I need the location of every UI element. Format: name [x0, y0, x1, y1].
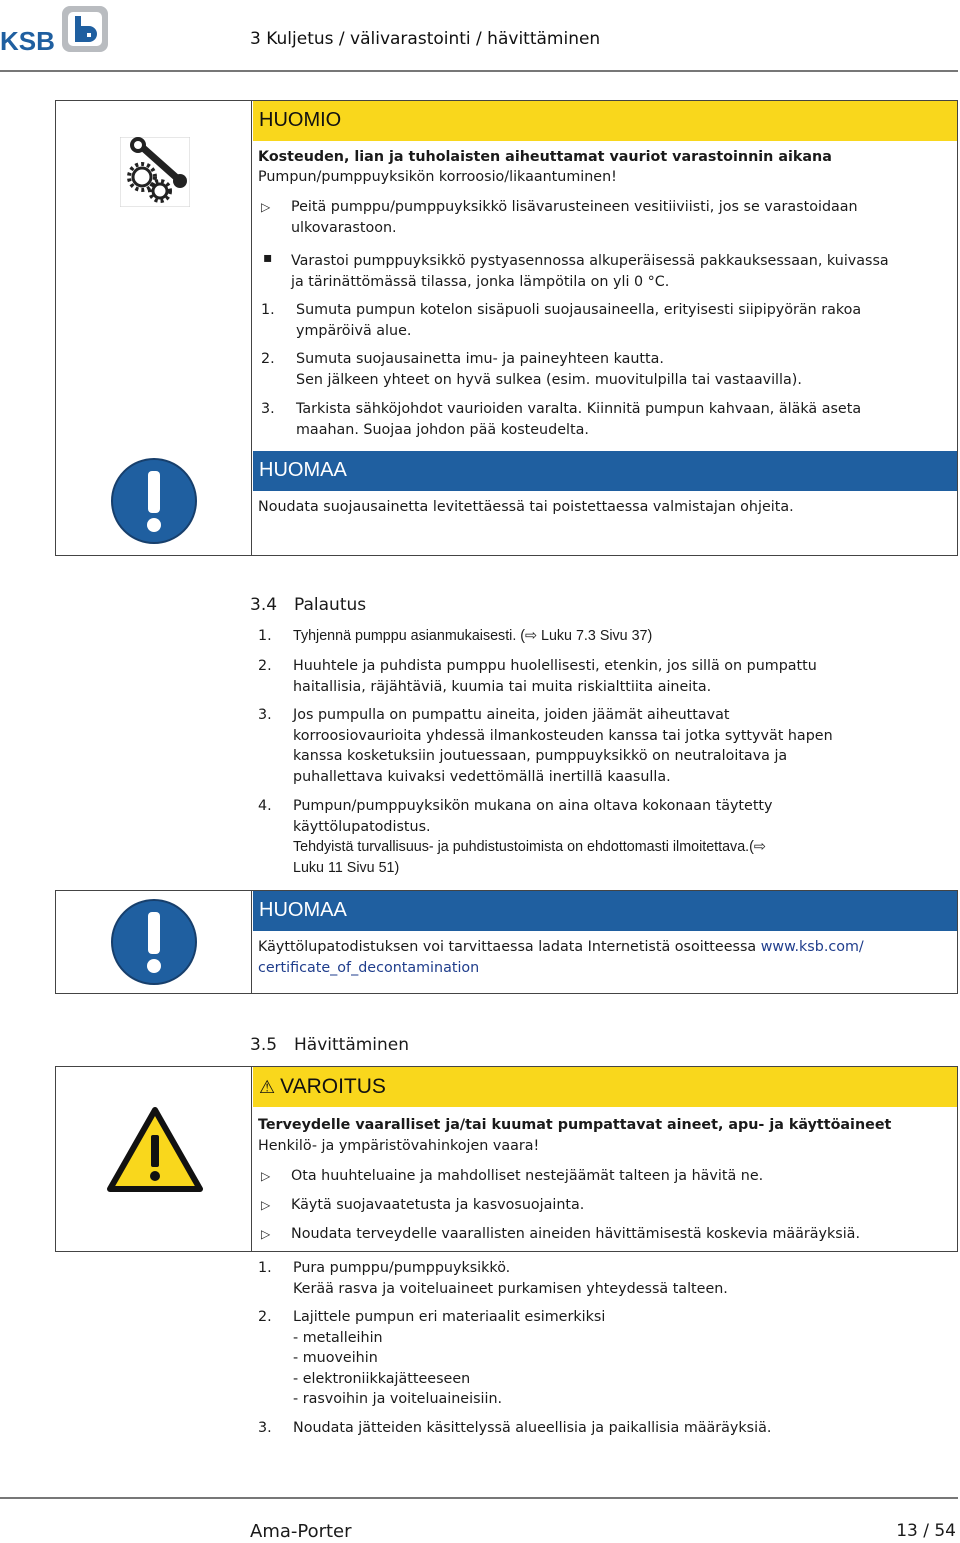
notice-text-body: Käyttölupatodistuksen voi tarvittaessa ladata Internetistä osoitteessa — [258, 939, 761, 955]
step-line: Noudata jätteiden käsittelyssä alueellisia ja paikallisia määräyksiä. — [293, 1420, 772, 1436]
footer-product-name: Ama-Porter — [250, 1521, 352, 1542]
warning-item-text: Noudata terveydelle vaarallisten aineiden hävittämisestä koskevia määräyksiä. — [291, 1226, 860, 1242]
section-number: 3.4 — [250, 595, 278, 615]
caution-arrow-line-2: ulkovarastoon. — [291, 219, 397, 236]
step-line: - rasvoihin ja voiteluaineisiin. — [293, 1391, 503, 1407]
warning-banner — [253, 1067, 957, 1107]
step-line: Tarkista sähköjohdot vaurioiden varalta. Kiinnitä pumpun kahvaan, äläkä aseta — [296, 401, 862, 417]
step-number: 1. — [258, 628, 272, 644]
exclamation-icon — [110, 898, 198, 986]
warning-item-text: Käytä suojavaatetusta ja kasvosuojainta. — [291, 1197, 585, 1213]
caution-heading: Kosteuden, lian ja tuholaisten aiheuttamat vauriot varastoinnin aikana — [258, 149, 832, 165]
warning-banner-label: VAROITUS — [280, 1075, 386, 1098]
warning-banner-icon: ⚠ — [259, 1077, 281, 1097]
warning-item-3 — [261, 1224, 953, 1245]
step-line[interactable]: Tyhjennä pumppu asianmukaisesti. (⇨ Luku 7.3 Sivu 37) — [293, 628, 653, 644]
step-line: ympäröivä alue. — [296, 322, 412, 339]
step-line: puhallettava kuivaksi vedettömällä inertillä kaasulla. — [293, 768, 671, 785]
arrow-marker-icon: ▷ — [261, 1198, 271, 1212]
ksb-logo — [0, 2, 115, 54]
icon-column — [56, 101, 252, 555]
step-line: haitallisia, räjähtäviä, kuumia tai muita riskialttiita aineita. — [293, 678, 712, 695]
caution-arrow-line-1: Peitä pumppu/pumppuyksikkö lisävarusteineen vesitiiviisti, jos se varastoidaan — [291, 199, 858, 215]
section-heading-3-5 — [250, 1035, 409, 1055]
step-number: 1. — [261, 302, 275, 318]
step-number: 2. — [258, 1309, 272, 1325]
return-notice-box — [55, 890, 958, 994]
wrench-gears-icon — [120, 137, 190, 207]
disposal-warning-content — [253, 1067, 957, 1251]
step-line: korroosiovaurioita yhdessä ilmankosteuden kanssa tai jotka syttyvät hapen — [293, 727, 833, 744]
decontamination-link[interactable]: certificate_of_decontamination — [258, 959, 480, 976]
arrow-marker-icon: ▷ — [261, 1169, 271, 1183]
icon-column — [56, 1067, 252, 1251]
warning-heading: Terveydelle vaaralliset ja/tai kuumat pumpattavat aineet, apu- ja käyttöaineet — [258, 1117, 892, 1133]
icon-column — [56, 891, 252, 993]
step-line: Jos pumpulla on pumpattu aineita, joiden jäämät aiheuttavat — [293, 707, 730, 723]
notice-text — [258, 937, 953, 978]
warning-item-2 — [261, 1195, 953, 1216]
caution-bullet-line-2: ja tärinättömässä tilassa, jonka lämpötila on yli 0 °C. — [291, 273, 670, 290]
step-line: Sen jälkeen yhteet on hyvä sulkea (esim. muovitulpilla tai vastaavilla). — [296, 371, 802, 388]
step-line: Huuhtele ja puhdista pumppu huolellisesti, etenkin, jos sillä on pumpattu — [293, 658, 817, 674]
notice-text: Noudata suojausainetta levitettäessä tai poistettaessa valmistajan ohjeita. — [258, 499, 794, 515]
caution-banner: HUOMIO — [253, 101, 957, 141]
footer-page-number: 13 / 54 — [896, 1521, 956, 1541]
notice-banner: HUOMAA — [253, 891, 957, 931]
ksb-logo-text: KSB — [0, 26, 55, 54]
disposal-warning-box — [55, 1066, 958, 1252]
footer-rule — [0, 1497, 958, 1499]
step-line: kanssa kosketuksiin joutuessaan, pumppuyksikkö on neutraloitava ja — [293, 748, 788, 764]
exclamation-icon — [110, 457, 198, 545]
section-title: Palautus — [294, 595, 367, 615]
step-line: maahan. Suojaa johdon pää kosteudelta. — [296, 421, 589, 438]
section-heading-3-4 — [250, 595, 366, 615]
step-line: Kerää rasva ja voiteluaineet purkamisen yhteydessä talteen. — [293, 1280, 728, 1297]
step-number: 1. — [258, 1260, 272, 1276]
step-line: - elektroniikkajätteeseen — [293, 1370, 471, 1387]
return-notice-content — [253, 891, 957, 993]
step-number: 3. — [261, 401, 275, 417]
step-number: 2. — [258, 658, 272, 674]
step-number: 3. — [258, 1420, 272, 1436]
arrow-marker-icon: ▷ — [261, 200, 271, 214]
step-line: Pura pumppu/pumppuyksikkö. — [293, 1260, 511, 1276]
warning-item-text: Ota huuhteluaine ja mahdolliset nestejäämät talteen ja hävitä ne. — [291, 1168, 764, 1184]
caution-bullet-item — [261, 251, 953, 292]
warning-triangle-icon — [107, 1107, 203, 1193]
step-line: Pumpun/pumppuyksikön mukana on aina oltava kokonaan täytetty — [293, 798, 773, 814]
warning-item-1 — [261, 1166, 953, 1187]
caution-arrow-item — [261, 197, 953, 238]
step-line: Lajittele pumpun eri materiaalit esimerkiksi — [293, 1309, 606, 1325]
arrow-marker-icon: ▷ — [261, 1227, 271, 1241]
storage-content — [253, 101, 957, 555]
notice-banner: HUOMAA — [253, 451, 957, 491]
step-line[interactable]: Luku 11 Sivu 51) — [293, 859, 400, 876]
section-title: Hävittäminen — [294, 1035, 410, 1055]
step-number: 4. — [258, 798, 272, 814]
step-line: Sumuta suojausainetta imu- ja paineyhteen kautta. — [296, 351, 664, 367]
step-line[interactable]: Tehdyistä turvallisuus- ja puhdistustoimista on ehdottomasti ilmoitettava.(⇨ — [293, 839, 766, 855]
step-number: 2. — [261, 351, 275, 367]
page-header-title: 3 Kuljetus / välivarastointi / hävittäminen — [250, 29, 601, 49]
step-line: - muoveihin — [293, 1350, 378, 1366]
warning-subheading: Henkilö- ja ympäristövahinkojen vaara! — [258, 1138, 540, 1154]
bullet-marker-icon: ▪ — [263, 250, 273, 266]
step-line: käyttölupatodistus. — [293, 818, 431, 835]
step-line: Sumuta pumpun kotelon sisäpuoli suojausaineella, erityisesti siipipyörän rakoa — [296, 302, 862, 318]
caution-subheading: Pumpun/pumppuyksikön korroosio/likaantuminen! — [258, 169, 617, 185]
step-line: - metalleihin — [293, 1329, 383, 1346]
section-number: 3.5 — [250, 1035, 278, 1055]
step-number: 3. — [258, 707, 272, 723]
header-rule — [0, 70, 958, 72]
ksb-link[interactable]: www.ksb.com/ — [760, 939, 864, 955]
storage-notice-box — [55, 100, 958, 556]
caution-bullet-line-1: Varastoi pumppuyksikkö pystyasennossa alkuperäisessä pakkauksessaan, kuivassa — [291, 253, 889, 269]
